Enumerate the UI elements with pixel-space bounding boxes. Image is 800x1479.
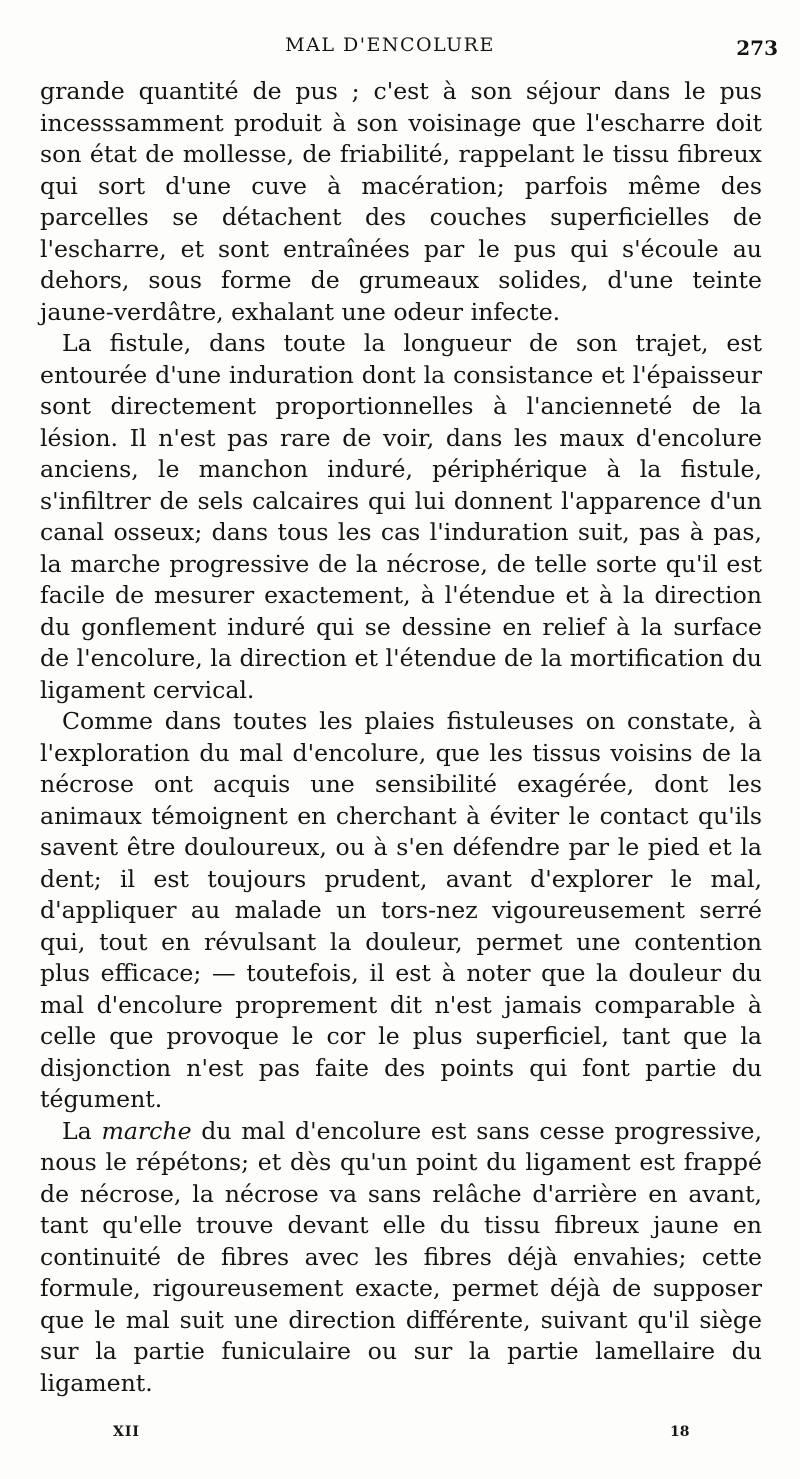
paragraph-rest: du mal d'encolure est sans cesse progressive, nous le répétons; et dès qu'un point du ligament est frappé de nécrose, la nécrose va sans relâche d'arrière en avant, tant qu'elle trouve devant elle du tissu fibreux jaune en continuité de fibres avec les fibres déjà envahies; cette formule, rigoureusement exacte, permet déjà de supposer que le mal suit une direction différente, suivant qu'il siège sur la partie funiculaire ou sur la partie lamellaire du ligament. [40, 1116, 762, 1397]
body-text [40, 76, 762, 1399]
page-footer [0, 1424, 800, 1444]
paragraph-marche [40, 1116, 762, 1400]
paragraph-lead: La [62, 1116, 102, 1145]
signature-volume: XII [113, 1424, 140, 1440]
signature-number: 18 [670, 1424, 690, 1440]
paragraph-continuation: grande quantité de pus ; c'est à son séjour dans le pus incesssamment produit à son voisinage que l'escharre doit son état de mollesse, de friabilité, rappelant le tissu fibreux qui sort d'une cuve à macération; parfois même des parcelles se détachent des couches superficielles de l'escharre, et sont entraînées par le pus qui s'écoule au dehors, sous forme de grumeaux solides, d'une teinte jaune-verdâtre, exhalant une odeur infecte. [40, 77, 762, 326]
emphasis-marche: marche [101, 1116, 192, 1145]
running-header [0, 32, 800, 62]
running-title: MAL D'ENCOLURE [285, 34, 495, 56]
paragraph-exploration: Comme dans toutes les plaies fistuleuses on constate, à l'exploration du mal d'encolure, que les tissus voisins de la nécrose ont acquis une sensibilité exagérée, dont les animaux témoignent en cherchant à éviter le contact qu'ils savent être douloureux, ou à s'en défendre par le pied et la dent; il est toujours prudent, avant d'explorer le mal, d'appliquer au malade un tors-nez vigoureusement serré qui, tout en révulsant la douleur, permet une contention plus efficace; — toutefois, il est à noter que la douleur du mal d'encolure proprement dit n'est jamais comparable à celle que provoque le cor le plus superficiel, tant que la disjonction n'est pas faite des points qui font partie du tégument. [40, 707, 762, 1113]
page-number: 273 [736, 36, 778, 60]
paragraph-fistule: La fistule, dans toute la longueur de son trajet, est entourée d'une induration dont la consistance et l'épaisseur sont directement proportionnelles à l'ancienneté de la lésion. Il n'est pas rare de voir, dans les maux d'encolure anciens, le manchon induré, périphérique à la fistule, s'infiltrer de sels calcaires qui lui donnent l'apparence d'un canal osseux; dans tous les cas l'induration suit, pas à pas, la marche progressive de la nécrose, de telle sorte qu'il est facile de mesurer exactement, à l'étendue et à la direction du gonflement induré qui se dessine en relief à la surface de l'encolure, la direction et l'étendue de la mortification du ligament cervical. [40, 329, 762, 704]
